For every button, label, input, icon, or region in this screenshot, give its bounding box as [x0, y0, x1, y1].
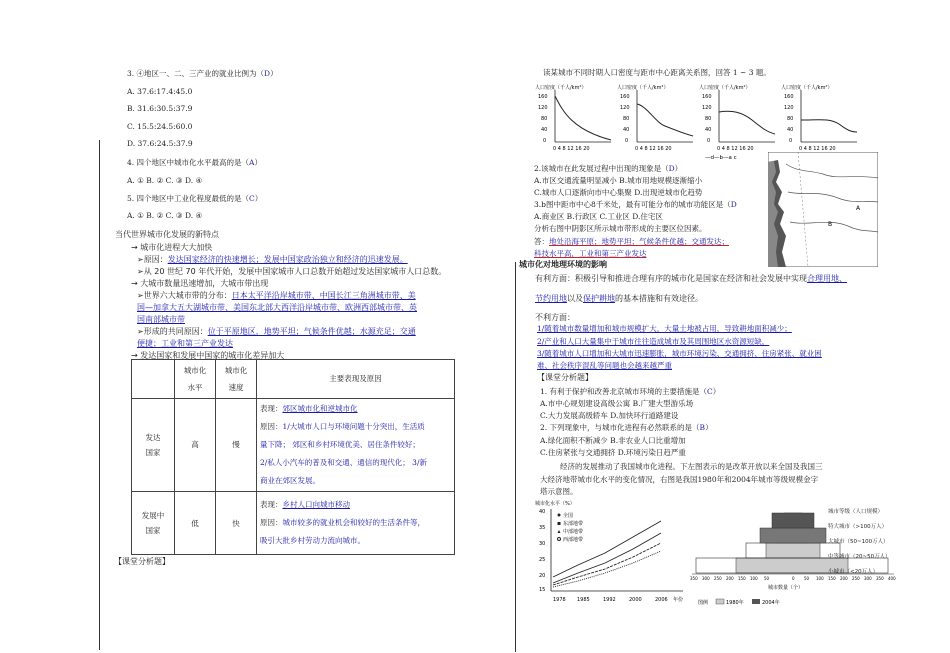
pyramid-x-tick: 200: [840, 576, 848, 581]
line-x-unit: 年份: [673, 597, 684, 603]
point-1: → 城市化进程大大加快: [131, 243, 213, 252]
bar-large-2004: [760, 528, 826, 543]
point-3: → 发达国家和发展中国家的城市化差异加大: [131, 351, 285, 360]
svg-text:人口密度（千人/km²）: 人口密度（千人/km²）: [781, 85, 833, 91]
coastline-map: [768, 152, 878, 267]
pyramid-x-tick: 150: [828, 576, 836, 581]
line-x-tick: 1978: [553, 597, 566, 603]
point-2: → 大城市数量迅速增加，大城市带出现: [131, 279, 269, 288]
header-level: 城市化 水平: [175, 360, 216, 399]
line-x-tick: 1992: [603, 597, 616, 603]
header-main: 主要表现及原因: [257, 360, 455, 399]
svg-text:80: 80: [705, 116, 712, 122]
favorable-line-1: 有利方面：积极引导和推进合理有序的城市化是国家在经济和社会发展中实现合理用地、: [535, 274, 847, 283]
question-3-right: 3.b图中距市中心8千米处，最有可能分布的城市功能区是（D: [534, 200, 737, 209]
svg-text:160: 160: [702, 94, 712, 100]
q3-option-b: B. 31.6:30.5:37.9: [127, 104, 193, 113]
pyramid-x-tick: 350: [690, 576, 698, 581]
svg-text:80: 80: [787, 116, 794, 122]
practice-2-cd: C.住房紧张与交通拥挤 D.环境污染日趋严重: [540, 448, 686, 457]
section-heading-environment: 城市化对地理环境的影响: [519, 260, 607, 269]
paragraph-line-3: 塔示意图。: [540, 487, 578, 496]
bar-medium-1980: [766, 543, 820, 558]
svg-text:0 4 8 12 16 20: 0 4 8 12 16 20: [717, 146, 754, 152]
right-margin-line: [515, 262, 516, 652]
q3-option-a: A. 37.6:17.4:45.0: [127, 87, 193, 96]
density-chart-c: [699, 84, 775, 152]
svg-text:120: 120: [538, 105, 548, 111]
svg-text:0 4 8 12 16 20: 0 4 8 12 16 20: [799, 146, 836, 152]
row-developing-name: 发展中 国家: [132, 492, 175, 555]
svg-text:160: 160: [784, 94, 794, 100]
svg-text:80: 80: [623, 116, 630, 122]
question-4: 4. 四个地区中城市化水平最高的是（A）: [127, 158, 262, 167]
line-y-tick: 25: [539, 557, 546, 563]
legend-level-medium: 中等城市（20~50万人）: [828, 554, 891, 560]
question-2: 2.该城市在此发展过程中出现的现象是（D）: [534, 164, 683, 173]
legend-east: 东部地带: [563, 521, 584, 527]
question-5: 5. 四个地区中工业化程度最低的是（C）: [127, 194, 263, 203]
svg-text:人口密度（千人/km²）: 人口密度（千人/km²）: [535, 85, 587, 91]
svg-text:40: 40: [787, 127, 794, 133]
point-2-causes: ➢形成的共同原因：位于平原地区，地势平坦；气候条件优越；水源充足；交通: [137, 327, 416, 336]
urbanization-line-chart: [533, 497, 693, 607]
section-heading-modern: 当代世界城市化发展的新特点: [115, 230, 219, 239]
pyramid-x-tick: 50: [804, 576, 810, 581]
pyramid-x-tick: 300: [864, 576, 872, 581]
line-chart-ylabel: 城市化水平（%）: [535, 501, 575, 507]
line-y-tick: 30: [539, 541, 546, 547]
line-x-tick: 2006: [655, 597, 668, 603]
svg-text:0: 0: [707, 138, 711, 144]
paragraph-line-1: 经济的发展推动了我国城市化进程。下左图表示的是改革开放以来全国及我国三: [560, 462, 823, 471]
line-y-tick: 40: [539, 509, 546, 515]
svg-text:40: 40: [705, 127, 712, 133]
density-chart-b: [617, 84, 693, 152]
svg-text:120: 120: [784, 105, 794, 111]
practice-2: 2. 下列现象中，与城市化进程有必然联系的是（B）: [540, 423, 713, 432]
pyramid-xlabel: 城市数量（个）: [768, 585, 804, 591]
pyramid-legend-title: 图例: [698, 600, 709, 606]
classroom-heading-left: 【课堂分析题】: [114, 557, 170, 566]
line-y-tick: 20: [539, 573, 546, 579]
favorable-line-2: 节约用地以及保护耕地的基本措施和有效途径。: [535, 294, 703, 303]
q4-options: A. ① B. ② C. ③ D. ④: [127, 176, 203, 185]
svg-text:40: 40: [623, 127, 630, 133]
row-developed-name: 发达 国家: [132, 398, 175, 491]
svg-text:120: 120: [702, 105, 712, 111]
unfavorable-2: 2/产业和人口大量集中于城市往往造成城市及其周围地区水资源短缺，: [537, 337, 770, 346]
row-developing-detail: 表现：乡村人口向城市移动 原因：城市较多的就业机会和较好的生活条件等， 吸引大批乡村劳动力流向城市。: [257, 492, 455, 555]
line-y-tick: 15: [539, 587, 546, 593]
point-2-causes-cont: 便捷；工业和第三产业发达: [137, 339, 233, 348]
row-developed-speed: 慢: [216, 398, 257, 491]
practice-2-ab: A.绿化面积不断减少 B.非农业人口比重增加: [540, 436, 686, 445]
answer-line-2: 科技水平高，工业和第三产业发达: [534, 249, 647, 258]
question-4-right: 分析右图中阴影区所示城市带形成的主要区位因素。: [534, 224, 707, 233]
pyramid-legend-1980: 1980年: [726, 600, 744, 606]
legend-level-mega: 特大城市（>100万人）: [828, 524, 888, 530]
pyramid-level-legend: [828, 505, 891, 580]
density-chart-d: [781, 84, 857, 152]
point-2-distribution: ➢世界六大城市带的分布：日本太平洋沿岸城市带、中国长江三角洲城市带、美: [137, 291, 416, 300]
pyramid-x-tick: 300: [702, 576, 710, 581]
pyramid-legend-2004: 2004年: [762, 600, 780, 606]
comparison-table: [131, 359, 455, 555]
svg-text:40: 40: [541, 127, 548, 133]
map-label-b: B: [828, 221, 833, 228]
practice-1: 1. 有利于保护和改善北京城市环境的主要措施是（C）: [540, 387, 721, 396]
unfavorable-heading: 不利方面：: [535, 313, 575, 322]
point-1-detail: ➢从 20 世纪 70 年代开始，发展中国家城市人口总数开始超过发达国家城市人口总数。: [137, 267, 447, 276]
answer-line-1: 答：地处沿海平原；地势平坦；气候条件优越；交通发达；: [534, 237, 729, 246]
intro-text: 读某城市不同时期人口密度与距市中心距离关系图，回答 1 ~ 3 题。: [543, 68, 771, 77]
header-speed: 城市化 速度: [216, 360, 257, 399]
map-label-a: A: [856, 205, 861, 212]
question-3: 3. ④地区一、二、三产业的就业比例为（D）: [127, 69, 278, 78]
table-corner: [132, 360, 175, 399]
legend-level-large: 大城市（50~100万人）: [828, 539, 889, 545]
row-developing-level: 低: [175, 492, 216, 555]
q2-options-cd: C.城市人口逐渐向市中心集聚 D.出现逆城市化趋势: [534, 188, 703, 197]
legend-title: 城市等级（人口规模）: [828, 509, 884, 515]
left-margin-line: [99, 140, 100, 650]
svg-text:160: 160: [538, 94, 548, 100]
pyramid-x-tick: 200: [726, 576, 734, 581]
legend-level-small: 小城市（<20万人）: [828, 569, 879, 575]
legend-national: 全国: [563, 513, 574, 519]
q2-options-ab: A.市区交通流量明显减小 B.城市用地规模逐渐缩小: [534, 176, 703, 185]
line-x-tick: 2000: [629, 597, 642, 603]
classroom-heading-right: 【课堂分析题】: [537, 373, 593, 382]
q3-option-d: D. 37.6:24.5:37.9: [127, 139, 193, 148]
row-developing-speed: 快: [216, 492, 257, 555]
row-developed-level: 高: [175, 398, 216, 491]
pyramid-x-tick: 250: [852, 576, 860, 581]
series-central: [553, 543, 661, 585]
q3-option-c: C. 15.5:24.5:60.0: [127, 122, 193, 131]
svg-text:人口密度（千人/km²）: 人口密度（千人/km²）: [617, 85, 669, 91]
line-x-tick: 1985: [577, 597, 590, 603]
point-2-distribution-end: 国南部城市带: [137, 315, 185, 324]
q3-right-options: A.商业区 B.行政区 C.工业区 D.住宅区: [534, 212, 663, 221]
row-developed-detail: 表现：郊区城市化和逆城市化 原因：1/大城市人口与环境问题十分突出，生活质 量下降； 郊区和乡村环境优美、居住条件较好； 2/私人小汽车的普及和交通、通信的现代化； 3/新 商业在郊区发展。: [257, 398, 455, 491]
svg-text:0 4 8 12 16 20: 0 4 8 12 16 20: [635, 146, 672, 152]
pyramid-x-tick: 50: [764, 576, 770, 581]
pyramid-x-tick: 250: [714, 576, 722, 581]
pyramid-x-tick: 400: [888, 576, 896, 581]
legend-central: 中部地带: [563, 529, 584, 535]
pyramid-x-tick: 100: [750, 576, 758, 581]
paragraph-line-2: 大经济地带城市化水平的变化情况，右图是我国1980年和2004年城市等级规模金字: [540, 475, 819, 484]
svg-text:120: 120: [620, 105, 630, 111]
density-chart-letters: —d—b—a c: [705, 155, 737, 161]
unfavorable-4: 难、社会秩序混乱等问题也会越来越严重: [537, 361, 672, 370]
unfavorable-3: 3/随着城市人口增加和大城市迅速膨胀，城市环境污染、交通拥挤、住房紧张、就业困: [537, 349, 822, 358]
line-y-tick: 35: [539, 525, 546, 531]
svg-text:160: 160: [620, 94, 630, 100]
pyramid-x-tick: 150: [738, 576, 746, 581]
pyramid-x-tick: 0: [792, 576, 795, 581]
q5-options: A. ① B. ② C. ③ D. ④: [127, 211, 203, 220]
pyramid-x-tick: 100: [816, 576, 824, 581]
svg-text:人口密度（千人/km²）: 人口密度（千人/km²）: [699, 85, 751, 91]
density-chart-a: [535, 84, 611, 152]
bar-mega-2004: [772, 513, 814, 528]
svg-text:0: 0: [543, 138, 547, 144]
pyramid-x-tick: 350: [876, 576, 884, 581]
svg-text:80: 80: [541, 116, 548, 122]
practice-1-cd: C.大力发展高级轿车 D.加快环行道路建设: [540, 411, 679, 420]
point-1-reason: ➢原因：发达国家经济的快速增长；发展中国家政治独立和经济的迅速发展。: [137, 255, 408, 264]
svg-text:0 4 8 12 16 20: 0 4 8 12 16 20: [553, 146, 590, 152]
unfavorable-1: 1/随着城市数量增加和城市规模扩大，大量土地被占用，导致耕地面积减少；: [537, 324, 792, 333]
svg-text:0: 0: [789, 138, 793, 144]
point-2-distribution-cont: 国—加拿大五大湖城市带、美国东北部大西洋沿岸城市带、欧洲西部城市带、英: [137, 303, 417, 312]
density-charts: [533, 82, 863, 162]
svg-text:0: 0: [625, 138, 629, 144]
practice-1-ab: A.市中心规划建设高级公寓 B.广建大型游乐场: [540, 399, 694, 408]
legend-west: 西部地带: [563, 537, 584, 543]
